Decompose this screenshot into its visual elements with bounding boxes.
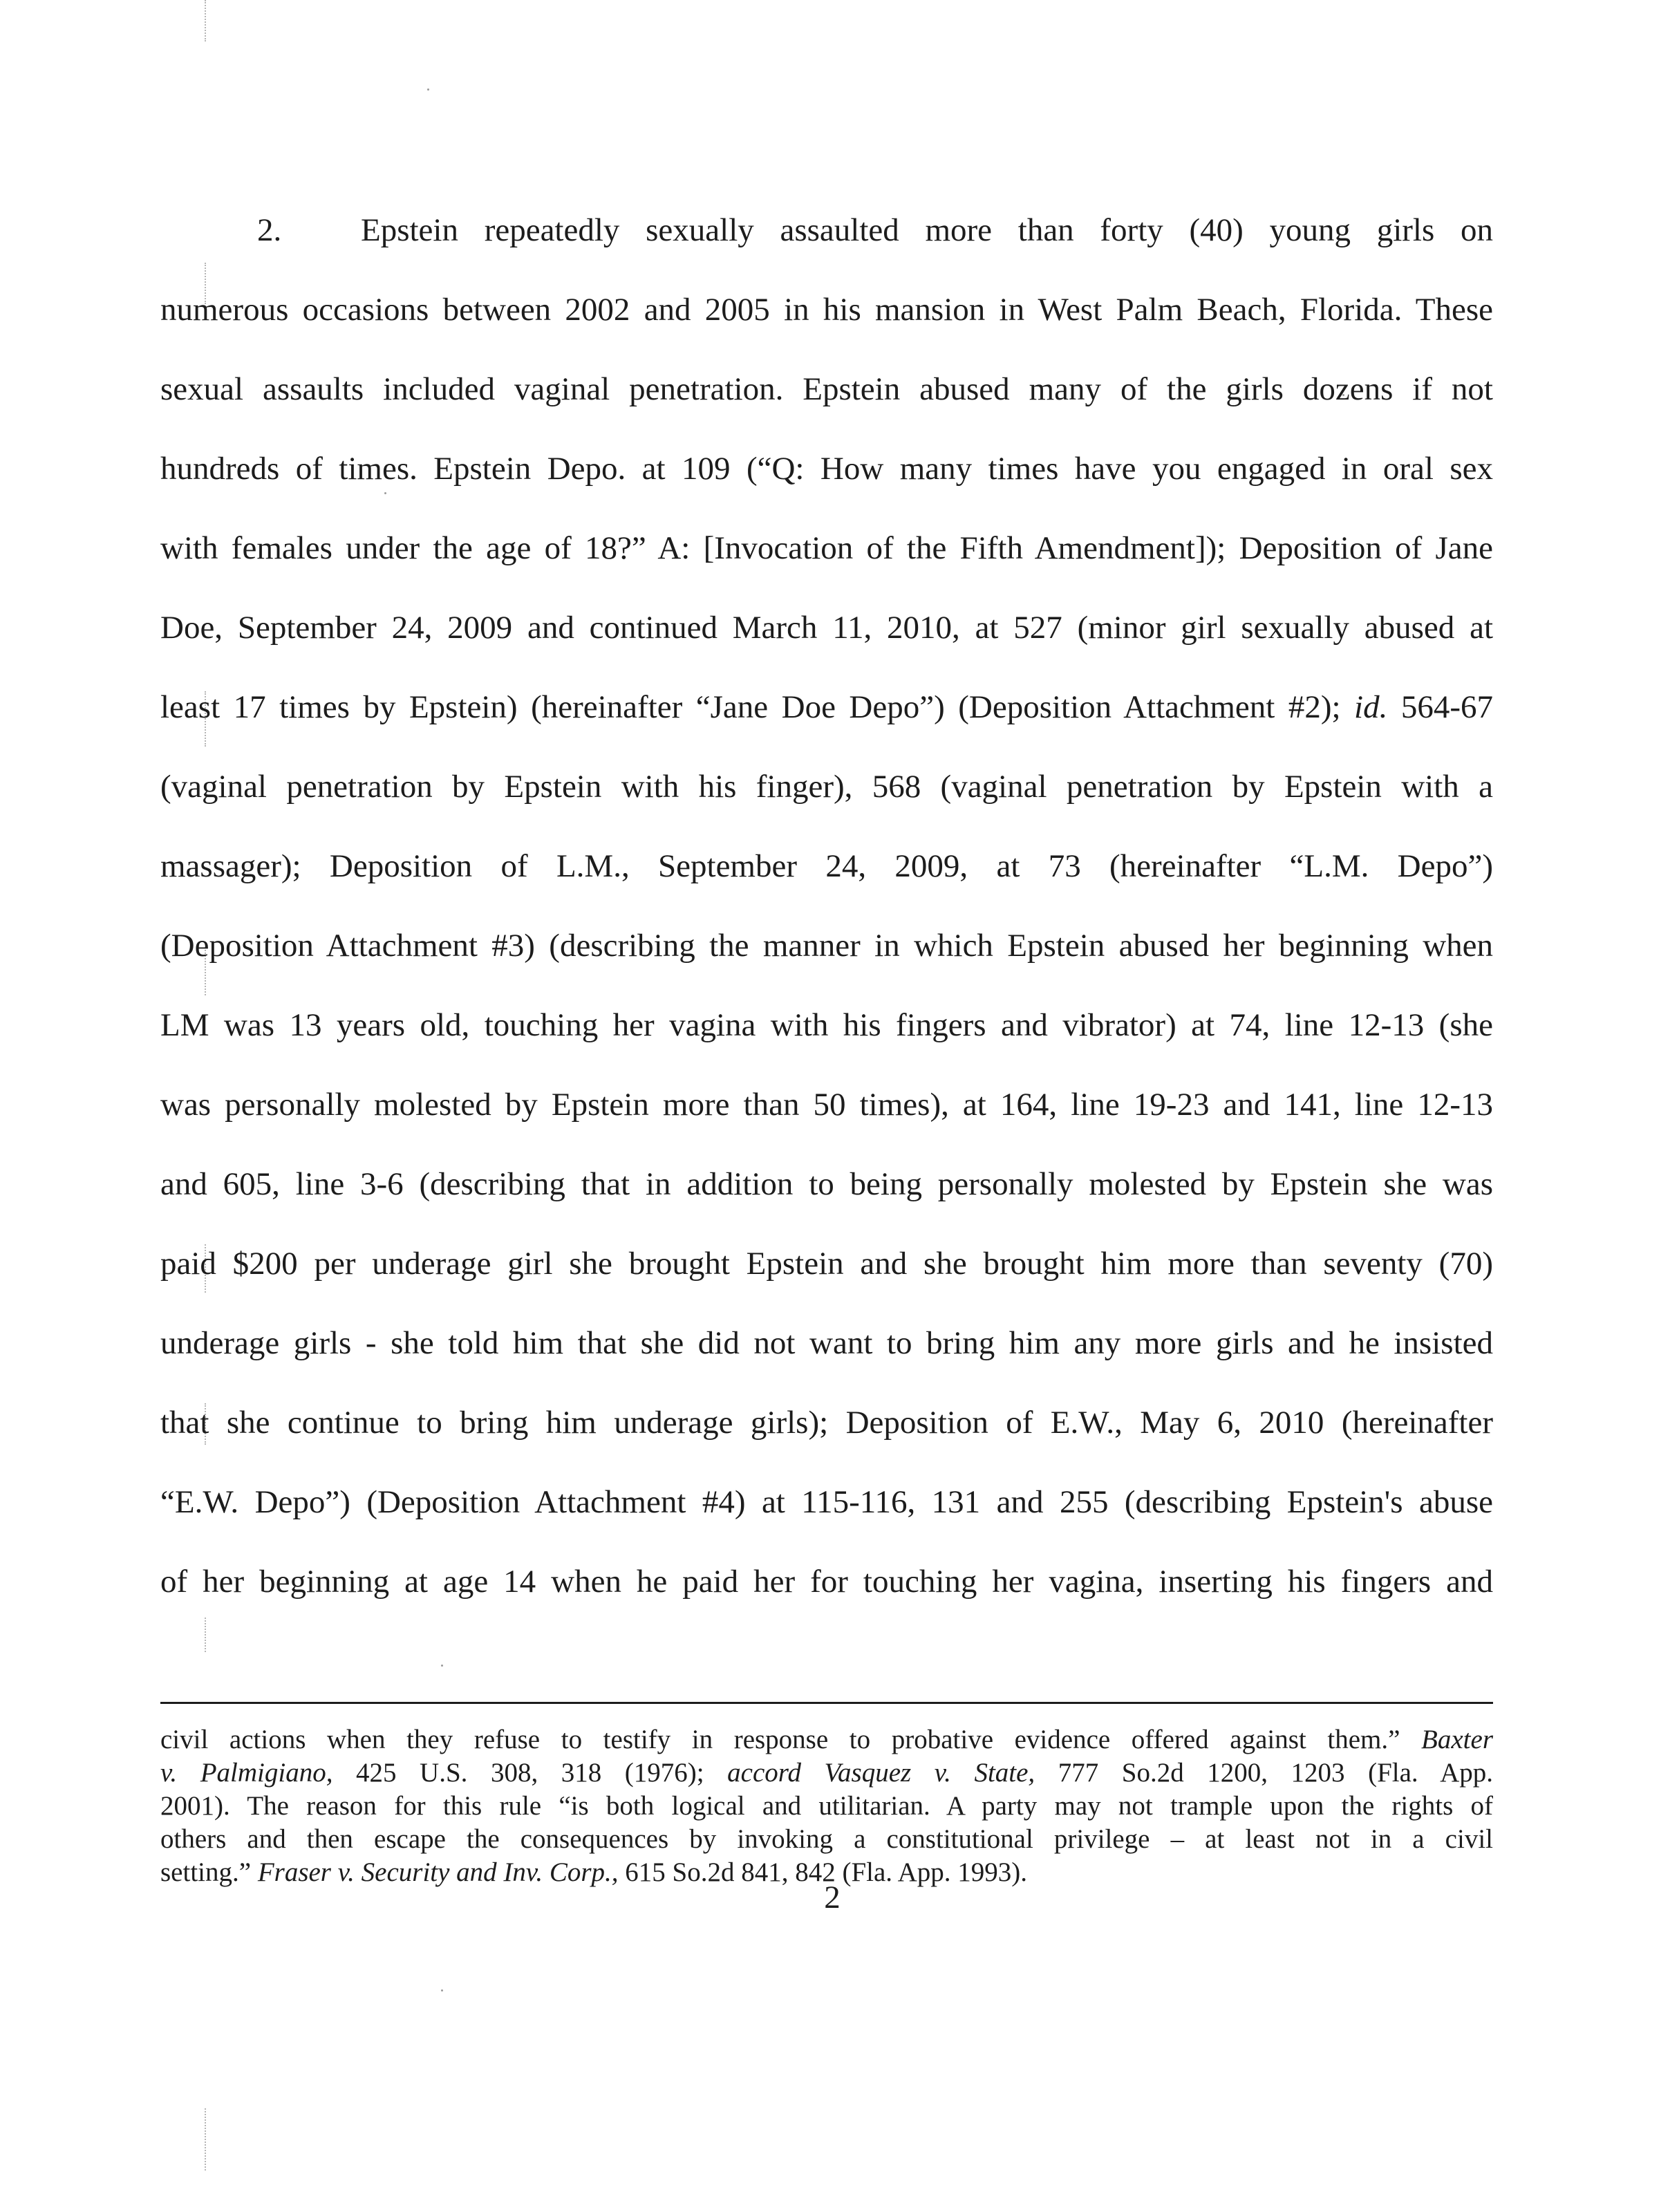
body-line-18: of her beginning at age 14 when he paid her for touching her vagina, inserting his fingers and (160, 1564, 1493, 1600)
scan-artifact (205, 1618, 206, 1652)
footnote-line-3: 2001). The reason for this rule “is both logical and utilitarian. A party may not trample upon the rights of (160, 1791, 1493, 1821)
body-line-4: hundreds of times. Epstein Depo. at 109 (“Q: How many times have you engaged in oral sex (160, 451, 1493, 487)
scan-speck (427, 88, 429, 91)
scan-speck (441, 1989, 443, 1991)
body-line-11: LM was 13 years old, touching her vagina with his fingers and vibrator) at 74, line 12-13 (she (160, 1007, 1493, 1043)
footnote (160, 1723, 1493, 1889)
footnote-divider (160, 1702, 1493, 1704)
scan-speck (441, 1665, 443, 1667)
body-line-12: was personally molested by Epstein more than 50 times), at 164, line 19-23 and 141, line 12-13 (160, 1087, 1493, 1123)
body-line-16: that she continue to bring him underage girls); Deposition of E.W., May 6, 2010 (hereinafter (160, 1405, 1493, 1441)
paragraph-number: 2. (257, 212, 282, 248)
footnote-text: civil actions when they refuse to testify in response to probative evidence offered against them.” (160, 1725, 1400, 1754)
body-line-tail: 564-67 (1400, 689, 1493, 725)
body-line-2: numerous occasions between 2002 and 2005 in his mansion in West Palm Beach, Florida. These (160, 292, 1493, 328)
footnote-citation: accord Vasquez v. State, (727, 1758, 1035, 1788)
body-line-15: underage girls - she told him that she did not want to bring him any more girls and he insisted (160, 1325, 1493, 1361)
body-line-5: with females under the age of 18?” A: [Invocation of the Fifth Amendment]); Deposition of Jane (160, 530, 1493, 566)
footnote-citation: Fraser v. Security and Inv. Corp., (257, 1857, 619, 1887)
citation-id: id. (1354, 689, 1388, 725)
body-line-9: massager); Deposition of L.M., September 24, 2009, at 73 (hereinafter “L.M. Depo”) (160, 848, 1493, 884)
footnote-line-2 (160, 1756, 1493, 1790)
scan-artifact (205, 2108, 206, 2171)
body-line-text: least 17 times by Epstein) (hereinafter “Jane Doe Depo”) (Deposition Attachment #2); (160, 689, 1341, 725)
body-line-8: (vaginal penetration by Epstein with his finger), 568 (vaginal penetration by Epstein with a (160, 769, 1493, 805)
footnote-text: 615 So.2d 841, 842 (Fla. App. 1993). (625, 1857, 1028, 1887)
body-line-3: sexual assaults included vaginal penetration. Epstein abused many of the girls dozens if not (160, 371, 1493, 407)
body-line-14: paid $200 per underage girl she brought Epstein and she brought him more than seventy (70) (160, 1246, 1493, 1282)
body-line-1 (160, 214, 1493, 247)
body-line-6: Doe, September 24, 2009 and continued March 11, 2010, at 527 (minor girl sexually abused at (160, 610, 1493, 646)
body-line-10: (Deposition Attachment #3) (describing the manner in which Epstein abused her beginning when (160, 928, 1493, 964)
footnote-text: setting.” (160, 1857, 252, 1887)
footnote-line-1 (160, 1723, 1493, 1756)
page-number: 2 (824, 1880, 841, 1915)
footnote-citation: Baxter (1421, 1725, 1494, 1754)
body-line-text: Epstein repeatedly sexually assaulted more than forty (40) young girls on (361, 212, 1493, 248)
scan-speck (384, 492, 386, 494)
body-line-7 (160, 691, 1493, 724)
footnote-text: 777 So.2d 1200, 1203 (Fla. App. (1058, 1758, 1493, 1788)
footnote-text: 425 U.S. 308, 318 (1976); (356, 1758, 704, 1788)
scan-artifact (205, 0, 206, 41)
footnote-line-4: others and then escape the consequences by invoking a constitutional privilege – at least not in a civil (160, 1824, 1493, 1854)
footnote-citation: v. Palmigiano, (160, 1758, 333, 1788)
body-line-13: and 605, line 3-6 (describing that in addition to being personally molested by Epstein she was (160, 1166, 1493, 1202)
body-line-17: “E.W. Depo”) (Deposition Attachment #4) at 115-116, 131 and 255 (describing Epstein's abuse (160, 1484, 1493, 1520)
